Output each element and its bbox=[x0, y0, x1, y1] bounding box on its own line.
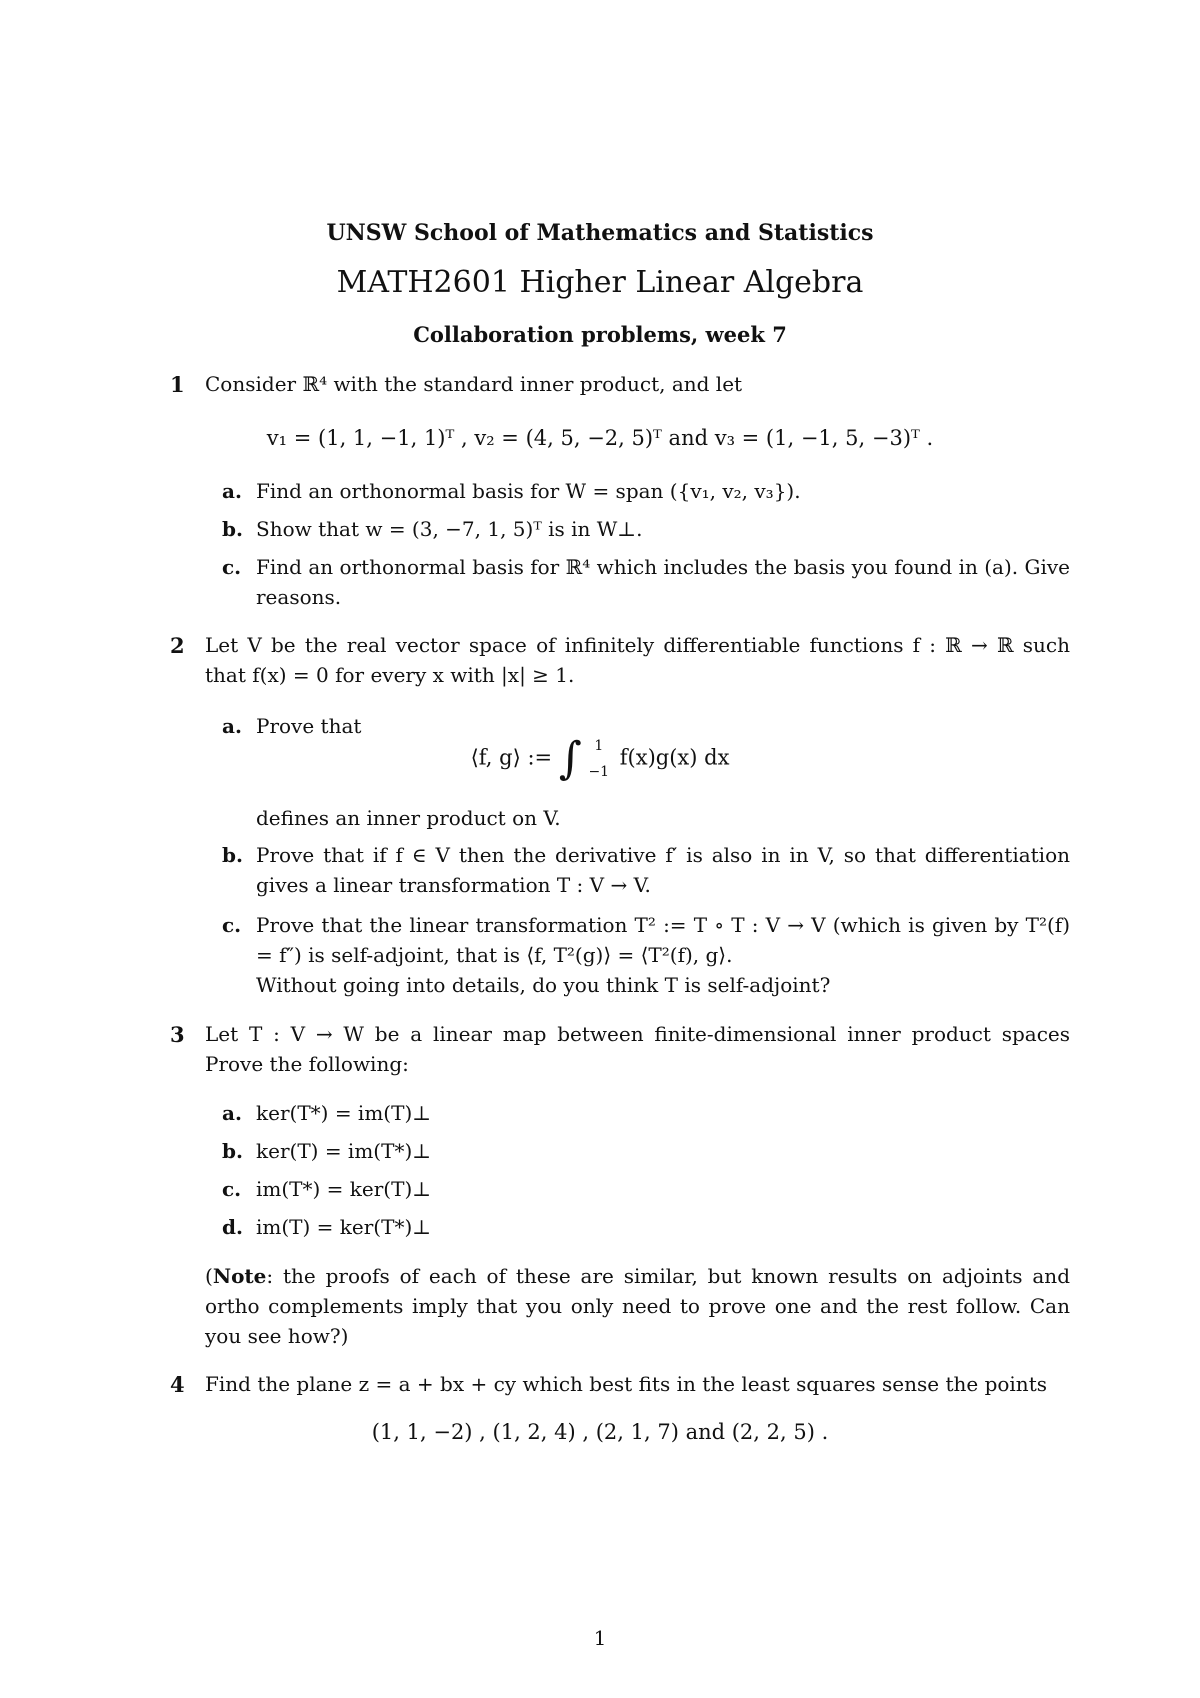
question-3b-label: b. bbox=[222, 1139, 243, 1163]
question-1a-text: Find an orthonormal basis for W = span ({v₁, v₂, v₃}). bbox=[256, 479, 801, 503]
question-2a-text: Prove that bbox=[256, 714, 362, 738]
question-3b-text: ker(T) = im(T*)⊥ bbox=[256, 1139, 432, 1163]
question-3-intro: Let T : V → W be a linear map between finite-dimensional inner product spaces Prove the following: bbox=[205, 1022, 1070, 1076]
note-emphasis: Note bbox=[212, 1264, 267, 1288]
question-4-intro: Find the plane z = a + bx + cy which best fits in the least squares sense the points bbox=[205, 1372, 1047, 1396]
question-1b-label: b. bbox=[222, 517, 243, 541]
question-2a-label: a. bbox=[222, 714, 242, 738]
question-1-number: 1 bbox=[170, 372, 185, 397]
question-3d-label: d. bbox=[222, 1215, 243, 1239]
question-2c-text: Prove that the linear transformation T² := T ∘ T : V → V (which is given by T²(f) = f″) is self-adjoint, that is ⟨f, T²(g)⟩ = ⟨T²(f), g⟩. bbox=[256, 913, 1070, 967]
integral-rhs: f(x)g(x) dx bbox=[619, 745, 730, 770]
question-2-intro: Let V be the real vector space of infinitely differentiable functions f : ℝ → ℝ such that f(x) = 0 for every x with |x| ≥ 1. bbox=[205, 633, 1070, 687]
question-1-intro: Consider ℝ⁴ with the standard inner product, and let bbox=[205, 372, 743, 396]
institution-heading: UNSW School of Mathematics and Statistics bbox=[326, 220, 874, 246]
integral-lhs: ⟨f, g⟩ := bbox=[470, 745, 553, 770]
question-2c-label: c. bbox=[222, 913, 242, 937]
integral-sign-icon: ∫ bbox=[558, 733, 582, 784]
question-1a-label: a. bbox=[222, 479, 242, 503]
question-3c-label: c. bbox=[222, 1177, 242, 1201]
integral-lower-limit: −1 bbox=[588, 764, 610, 780]
problem-set-subtitle: Collaboration problems, week 7 bbox=[413, 322, 787, 347]
question-3a-label: a. bbox=[222, 1101, 242, 1125]
question-4-points: (1, 1, −2) , (1, 2, 4) , (2, 1, 7) and (2, 2, 5) . bbox=[371, 1420, 829, 1444]
question-1c-label: c. bbox=[222, 555, 242, 579]
question-3-number: 3 bbox=[170, 1022, 185, 1047]
question-3a-text: ker(T*) = im(T)⊥ bbox=[256, 1101, 432, 1125]
question-3c-text: im(T*) = ker(T)⊥ bbox=[256, 1177, 432, 1201]
question-1-vectors: v₁ = (1, 1, −1, 1)ᵀ , v₂ = (4, 5, −2, 5)ᵀ and v₃ = (1, −1, 5, −3)ᵀ . bbox=[266, 426, 934, 450]
question-3-note: (Note: the proofs of each of these are similar, but known results on adjoints and ortho complements imply that you only need to prove one and the rest follow. Can you see how?) bbox=[205, 1264, 1070, 1348]
question-2b-text: Prove that if f ∈ V then the derivative f′ is also in in V, so that differentiation gives a linear transformation T : V → V. bbox=[256, 843, 1070, 897]
question-2c-followup: Without going into details, do you think T is self-adjoint? bbox=[256, 973, 831, 997]
question-4-number: 4 bbox=[170, 1372, 185, 1397]
question-2b-label: b. bbox=[222, 843, 243, 867]
question-3d-text: im(T) = ker(T*)⊥ bbox=[256, 1215, 432, 1239]
integral-limits bbox=[588, 733, 609, 785]
course-title: MATH2601 Higher Linear Algebra bbox=[336, 265, 864, 300]
question-2a-after: defines an inner product on V. bbox=[256, 806, 561, 830]
page-number: 1 bbox=[593, 1626, 607, 1650]
question-2-number: 2 bbox=[170, 633, 185, 658]
integral-upper-limit: 1 bbox=[594, 738, 604, 754]
inner-product-integral bbox=[0, 733, 1200, 785]
question-1b-text: Show that w = (3, −7, 1, 5)ᵀ is in W⊥. bbox=[256, 517, 643, 541]
question-1c-text: Find an orthonormal basis for ℝ⁴ which includes the basis you found in (a). Give reasons. bbox=[256, 555, 1070, 609]
